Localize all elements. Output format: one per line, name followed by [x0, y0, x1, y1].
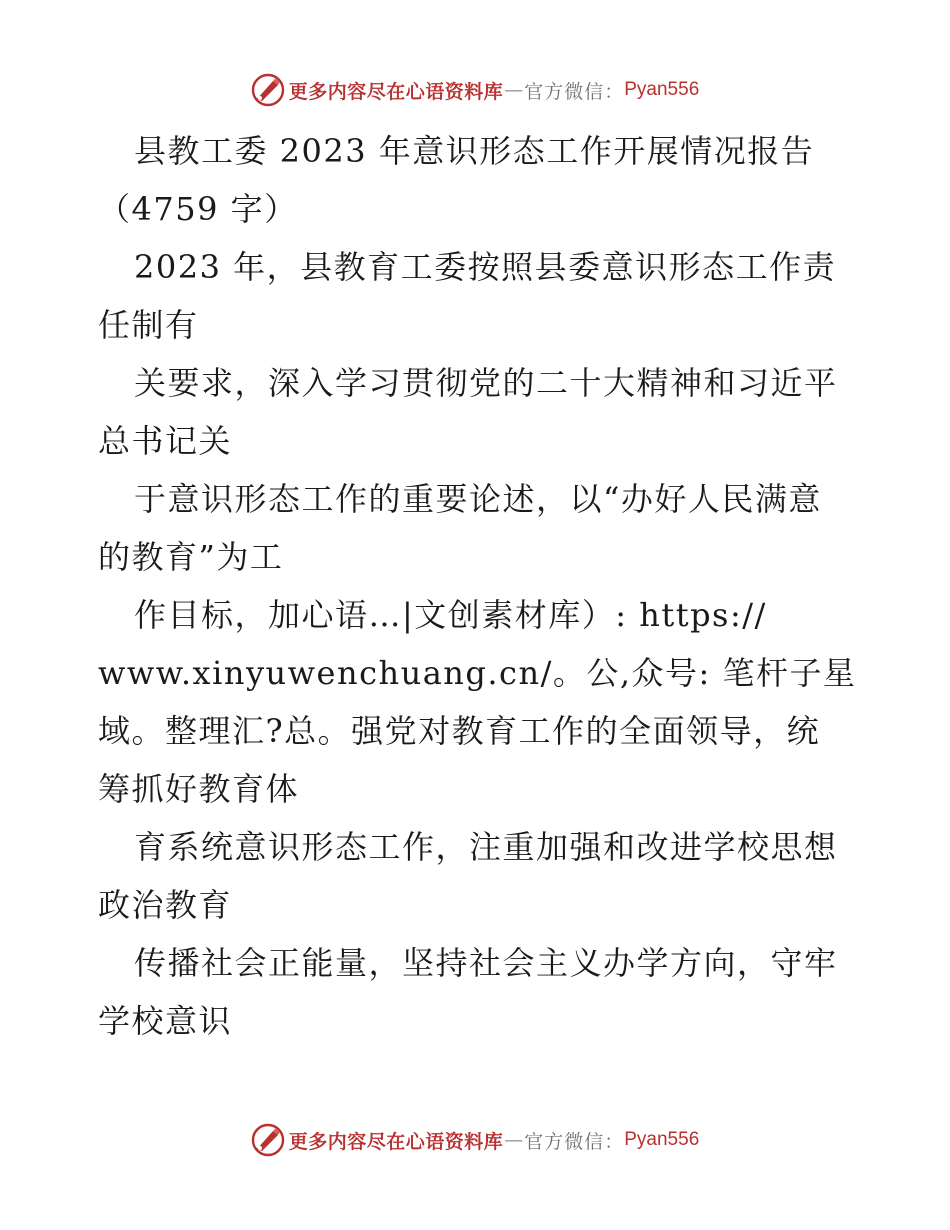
- paragraph-line: 总书记关: [98, 422, 233, 460]
- paragraph-line: 2023 年，县教育工委按照县委意识形态工作责: [134, 248, 837, 286]
- footer-wechat-id: Pyan556: [624, 1129, 700, 1150]
- brand-logo-icon: [251, 73, 285, 107]
- paragraph-line: 筹抓好教育体: [98, 770, 300, 808]
- header-banner: [0, 68, 950, 112]
- paragraph-line: 学校意识: [98, 1002, 233, 1040]
- header-banner-separator: —: [504, 79, 524, 101]
- paragraph-line: 于意识形态工作的重要论述，以“办好人民满意: [134, 480, 822, 518]
- footer-banner-separator: —: [504, 1129, 524, 1151]
- document-body: [98, 122, 858, 1050]
- document-title: 县教工委 2023 年意识形态工作开展情况报告: [134, 132, 815, 170]
- paragraph-line: 作目标，加心语…|文创素材库）: https://: [134, 596, 767, 634]
- document-title-wordcount: （4759 字）: [98, 190, 298, 228]
- footer-banner: [0, 1118, 950, 1162]
- footer-banner-text: 更多内容尽在心语资料库: [288, 1130, 504, 1153]
- header-banner-text: 更多内容尽在心语资料库: [288, 80, 504, 103]
- paragraph-line: 政治教育: [98, 886, 233, 924]
- paragraph-line: 关要求，深入学习贯彻党的二十大精神和习近平: [134, 364, 838, 402]
- paragraph-line: 育系统意识形态工作，注重加强和改进学校思想: [134, 828, 838, 866]
- brand-logo-icon: [251, 1123, 285, 1157]
- paragraph-line: www.xinyuwenchuang.cn/。公,众号: 笔杆子星: [98, 654, 857, 692]
- footer-wechat-label: 官方微信：: [524, 1130, 625, 1153]
- paragraph-line: 任制有: [98, 306, 199, 344]
- header-wechat-id: Pyan556: [624, 79, 700, 100]
- paragraph-line: 域。整理汇?总。强党对教育工作的全面领导，统: [98, 712, 821, 750]
- paragraph-line: 的教育”为工: [98, 538, 284, 576]
- header-wechat-label: 官方微信：: [524, 80, 625, 103]
- paragraph-line: 传播社会正能量，坚持社会主义办学方向，守牢: [134, 944, 838, 982]
